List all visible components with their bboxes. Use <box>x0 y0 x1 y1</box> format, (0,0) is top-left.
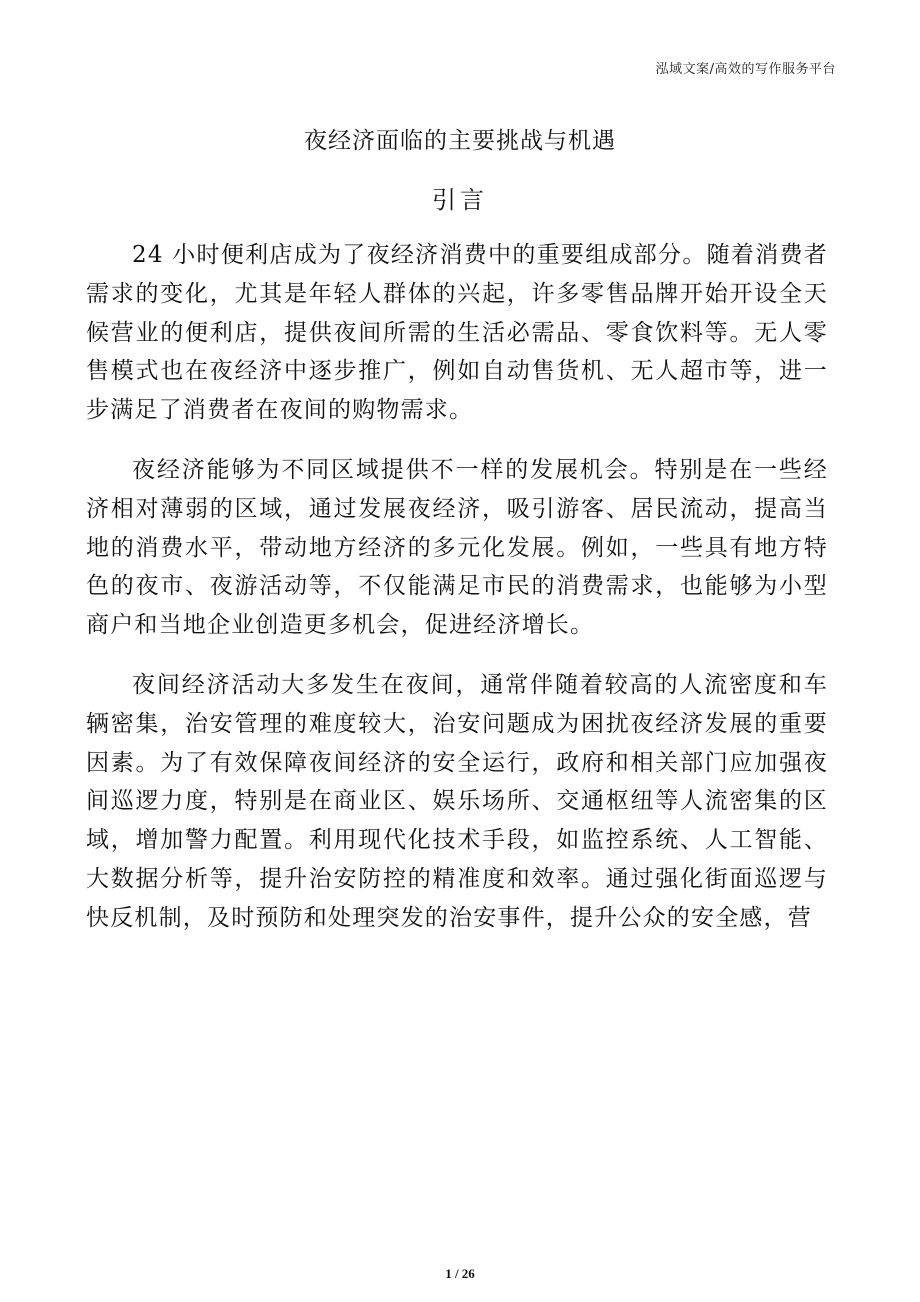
paragraph-2: 夜经济能够为不同区域提供不一样的发展机会。特别是在一些经济相对薄弱的区域，通过发展夜经济，吸引游客、居民流动，提高当地的消费水平，带动地方经济的多元化发展。例如，一些具有地方特色的夜市、夜游活动等，不仅能满足市民的消费需求，也能够为小型商户和当地企业创造更多机会，促进经济增长。 <box>86 456 828 639</box>
document-title: 夜经济面临的主要挑战与机遇 <box>304 128 616 154</box>
document-body <box>86 236 828 959</box>
header-brand-text: 泓域文案/高效的写作服务平台 <box>655 62 836 77</box>
section-heading: 引言 <box>432 186 488 214</box>
paragraph-1: 24 小时便利店成为了夜经济消费中的重要组成部分。随着消费者需求的变化，尤其是年轻人群体的兴起，许多零售品牌开始开设全天候营业的便利店，提供夜间所需的生活必需品、零食饮料等。无人零售模式也在夜经济中逐步推广，例如自动售货机、无人超市等，进一步满足了消费者在夜间的购物需求。 <box>86 242 828 424</box>
paragraph-3: 夜间经济活动大多发生在夜间，通常伴随着较高的人流密度和车辆密集，治安管理的难度较大，治安问题成为困扰夜经济发展的重要因素。为了有效保障夜间经济的安全运行，政府和相关部门应加强夜间巡逻力度，特别是在商业区、娱乐场所、交通枢纽等人流密集的区域，增加警力配置。利用现代化技术手段，如监控系统、人工智能、大数据分析等，提升治安防控的精准度和效率。通过强化街面巡逻与快反机制，及时预防和处理突发的治安事件，提升公众的安全感，营 <box>86 671 828 931</box>
page-number: 1 / 26 <box>445 1266 475 1281</box>
